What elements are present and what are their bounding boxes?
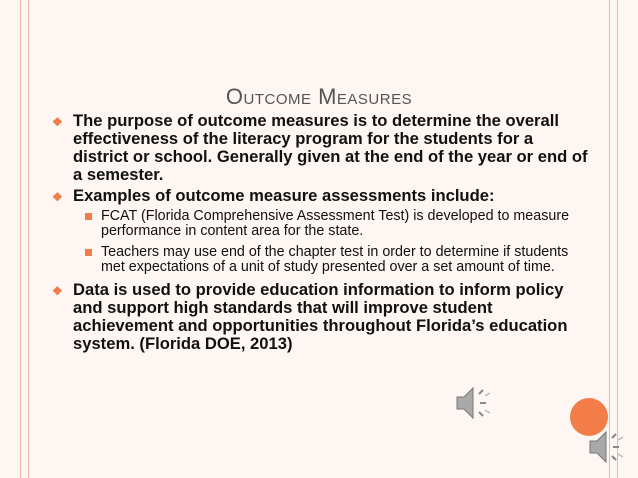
speaker-icon[interactable]: [588, 428, 630, 466]
bullet-item: [52, 187, 592, 275]
square-bullet-icon: [85, 249, 92, 256]
border-line: [609, 0, 610, 478]
sub-bullet-text: FCAT (Florida Comprehensive Assessment Test) is developed to measure performance in content area for the state.: [101, 208, 570, 239]
bullet-icon: ❖: [52, 190, 63, 204]
bullet-list: [52, 112, 592, 356]
bullet-item: [52, 281, 592, 353]
bullet-text: The purpose of outcome measures is to determine the overall effectiveness of the literacy program for the students for a district or school. Generally given at the end of the year or end of a semester.: [73, 111, 588, 184]
sub-bullet-list: [73, 209, 592, 275]
border-line: [20, 0, 21, 478]
bullet-text: Examples of outcome measure assessments include:: [73, 186, 495, 205]
sub-bullet-item: [83, 209, 592, 239]
bullet-icon: ❖: [52, 115, 63, 129]
border-line: [617, 0, 618, 478]
bullet-item: [52, 112, 592, 184]
speaker-icon[interactable]: [455, 384, 497, 422]
square-bullet-icon: [85, 213, 92, 220]
border-line: [28, 0, 29, 478]
bullet-icon: ❖: [52, 284, 63, 298]
sub-bullet-text: Teachers may use end of the chapter test in order to determine if students met expectations of a unit of study presented over a set amount of time.: [101, 244, 569, 275]
bullet-text: Data is used to provide education information to inform policy and support high standards that will improve student achievement and opportunities throughout Florida’s education system. (Florida DOE, 2013): [73, 280, 568, 353]
slide-title: Outcome Measures: [225, 84, 413, 109]
sub-bullet-item: [83, 245, 592, 275]
